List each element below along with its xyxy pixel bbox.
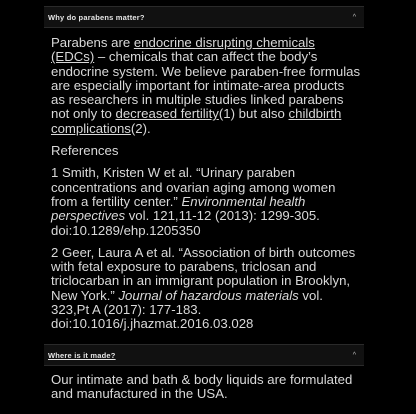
chevron-up-icon[interactable]: ^ (352, 13, 356, 21)
accordion-title: Where is it made? (48, 350, 116, 360)
accordion-content-why-parabens (51, 36, 361, 332)
reference-1: 1 Smith, Kristen W et al. “Urinary paraben concentrations and ovarian aging among women from a fertility center.” Environmental health perspectives vol. 121,11-12 (2013): 1299-305. doi:10.1289/ehp.1205350 (51, 165, 336, 238)
accordion-content-where-made (51, 373, 361, 402)
link-endocrine-disrupting-chemicals[interactable]: endocrine disrupting chemicals (133, 35, 315, 50)
accordion-header-where-made[interactable] (44, 344, 364, 366)
citation-1: (1) (218, 106, 235, 122)
link-decreased-fertility[interactable]: decreased fertility (115, 106, 219, 122)
references-heading: References (51, 143, 119, 159)
intro-paragraph: Parabens are endocrine disrupting chemicals (EDCs) – chemicals that can affect the body’s endocrine system. We believe paraben-free formulas are especially important for intimate-area products as researchers in multiple studies linked parabens not only to decreased fertility(1) but also childbirth complications(2). (51, 35, 361, 136)
link-childbirth-complications[interactable]: childbirth complications (51, 106, 342, 136)
citation-2: (2) (130, 120, 148, 136)
accordion-title: Why do parabens matter? (48, 12, 145, 22)
chevron-up-icon[interactable]: ^ (352, 351, 356, 359)
reference-2: 2 Geer, Laura A et al. “Association of birth outcomes with fetal exposure to parabens, triclosan and triclocarban in an immigrant population in Brooklyn, New York.” Journal of hazardous materials vol. 323,Pt A (2017): 177-183. doi:10.1016/j.jhazmat.2016.03.028 (51, 244, 356, 332)
where-made-text: Our intimate and bath & body liquids are formulated and manufactured in the USA. (51, 372, 353, 402)
accordion-header-why-parabens[interactable] (44, 6, 364, 28)
link-edcs[interactable]: (EDCs) (51, 49, 95, 65)
